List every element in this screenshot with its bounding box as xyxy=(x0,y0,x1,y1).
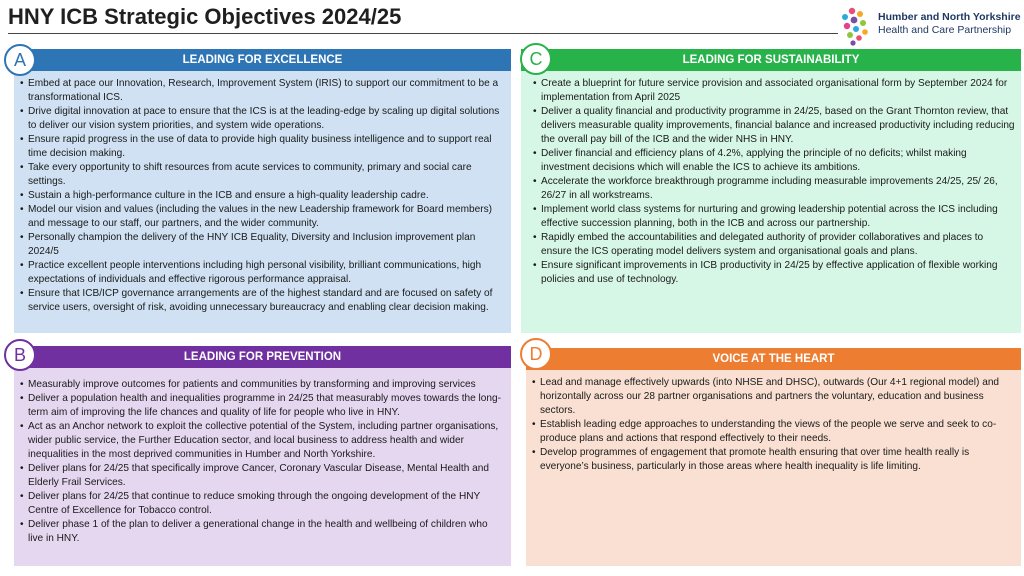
panel-a-badge: A xyxy=(4,44,36,76)
panel-leading-for-sustainability xyxy=(521,49,1021,333)
partnership-logo xyxy=(838,6,1024,46)
panel-c-list xyxy=(533,77,1015,287)
objective-item: • Model our vision and values (including the values in the new Leadership framework for Board members) and message to our staff, our partners, and the wider community. xyxy=(20,203,505,231)
panel-c-badge: C xyxy=(520,43,552,75)
objective-item: • Rapidly embed the accountabilities and delegated authority of provider collaboratives and places to ensure the ICS operating model delivers system and organisational goals and plans. xyxy=(533,231,1015,259)
panel-b-badge: B xyxy=(4,339,36,371)
objective-item: • Establish leading edge approaches to understanding the views of the people we serve and seek to co-produce plans and actions that respond effectively to their needs. xyxy=(532,418,1015,446)
panel-b-list xyxy=(20,378,505,546)
panel-a-body xyxy=(14,71,511,333)
objective-item: • Take every opportunity to shift resources from acute services to community, primary and social care settings. xyxy=(20,161,505,189)
panel-d-badge: D xyxy=(520,338,552,370)
objective-item: • Drive digital innovation at pace to ensure that the ICS is at the leading-edge by scaling up digital solutions to deliver our vision system priorities, and system wide operations. xyxy=(20,105,505,133)
objective-item: • Accelerate the workforce breakthrough programme including measurable improvements 24/25, 25/ 26, 26/27 in all workstreams. xyxy=(533,175,1015,203)
panel-voice-at-the-heart xyxy=(526,346,1021,566)
panel-d-list xyxy=(532,376,1015,474)
objective-item: • Measurably improve outcomes for patients and communities by transforming and improving services xyxy=(20,378,505,392)
panel-d-body xyxy=(526,370,1021,566)
panel-b-heading: LEADING FOR PREVENTION xyxy=(14,346,511,368)
objective-item: • Deliver financial and efficiency plans of 4.2%, applying the principle of no deficits; whilst making investment decisions which will enable the ICS to achieve its ambitions. xyxy=(533,147,1015,175)
panel-b-body xyxy=(14,368,511,566)
panel-leading-for-prevention xyxy=(14,346,511,566)
objective-item: • Deliver phase 1 of the plan to deliver a generational change in the health and wellbeing of children who live in HNY. xyxy=(20,518,505,546)
objective-item: • Implement world class systems for nurturing and growing leadership potential across the ICS including effective succession planning, both in the ICB and across our partnership. xyxy=(533,203,1015,231)
partnership-logo-icon xyxy=(838,6,874,46)
panel-a-heading: LEADING FOR EXCELLENCE xyxy=(14,49,511,71)
objective-item: • Sustain a high-performance culture in the ICB and ensure a high-quality leadership cadre. xyxy=(20,189,505,203)
objective-item: • Act as an Anchor network to exploit the collective potential of the System, including partner organisations, wider public service, the Further Education sector, and local business to address health and wider inequalities in the most deprived communities in Humber and North Yorkshire. xyxy=(20,420,505,462)
objective-item: • Embed at pace our Innovation, Research, Improvement System (IRIS) to support our commitment to be a transformational ICS. xyxy=(20,77,505,105)
objective-item: • Ensure significant improvements in ICB productivity in 24/25 by effective application of flexible working policies and use of technology. xyxy=(533,259,1015,287)
logo-line-2: Health and Care Partnership xyxy=(878,24,1012,36)
objective-item: • Practice excellent people interventions including high personal visibility, brilliant communications, high expectations of individuals and effective rigorous performance appraisal. xyxy=(20,259,505,287)
objective-item: • Deliver a quality financial and productivity programme in 24/25, based on the Grant Thornton review, that delivers measurable quality improvements, financial balance and increased productivity including reducing the overall pay bill of the ICB and the wider NHS in HNY. xyxy=(533,105,1015,147)
title-divider xyxy=(8,33,838,34)
logo-line-1: Humber and North Yorkshire xyxy=(878,11,1021,23)
page-title: HNY ICB Strategic Objectives 2024/25 xyxy=(8,4,402,29)
objective-item: • Personally champion the delivery of the HNY ICB Equality, Diversity and Inclusion improvement plan 2024/5 xyxy=(20,231,505,259)
panel-c-body xyxy=(521,71,1021,333)
objective-item: • Develop programmes of engagement that promote health ensuring that over time health really is everyone’s business, particularly in those areas where health inequality is life limiting. xyxy=(532,446,1015,474)
panel-a-list xyxy=(20,77,505,315)
panel-leading-for-excellence xyxy=(14,49,511,333)
partnership-logo-text xyxy=(878,11,1021,37)
objective-item: • Lead and manage effectively upwards (into NHSE and DHSC), outwards (Our 4+1 regional model) and horizontally across our 28 partner organisations and partners the voluntary, education and business sectors. xyxy=(532,376,1015,418)
objective-item: • Create a blueprint for future service provision and associated organisational form by September 2024 for implementation from April 2025 xyxy=(533,77,1015,105)
objective-item: • Ensure that ICB/ICP governance arrangements are of the highest standard and are focused on safety of service users, oversight of risk, avoiding unnecessary bureaucracy and enabling clear decision making. xyxy=(20,287,505,315)
panel-d-heading: VOICE AT THE HEART xyxy=(526,348,1021,370)
panel-c-heading: LEADING FOR SUSTAINABILITY xyxy=(521,49,1021,71)
objective-item: • Deliver plans for 24/25 that continue to reduce smoking through the ongoing development of the HNY Centre of Excellence for Tobacco control. xyxy=(20,490,505,518)
objective-item: • Deliver plans for 24/25 that specifically improve Cancer, Coronary Vascular Disease, Mental Health and Elderly Frail Services. xyxy=(20,462,505,490)
objective-item: • Ensure rapid progress in the use of data to provide high quality business intelligence and to support real time decision making. xyxy=(20,133,505,161)
objective-item: • Deliver a population health and inequalities programme in 24/25 that measurably moves towards the long-term aim of improving the life chances and quality of life for people who live in HNY. xyxy=(20,392,505,420)
